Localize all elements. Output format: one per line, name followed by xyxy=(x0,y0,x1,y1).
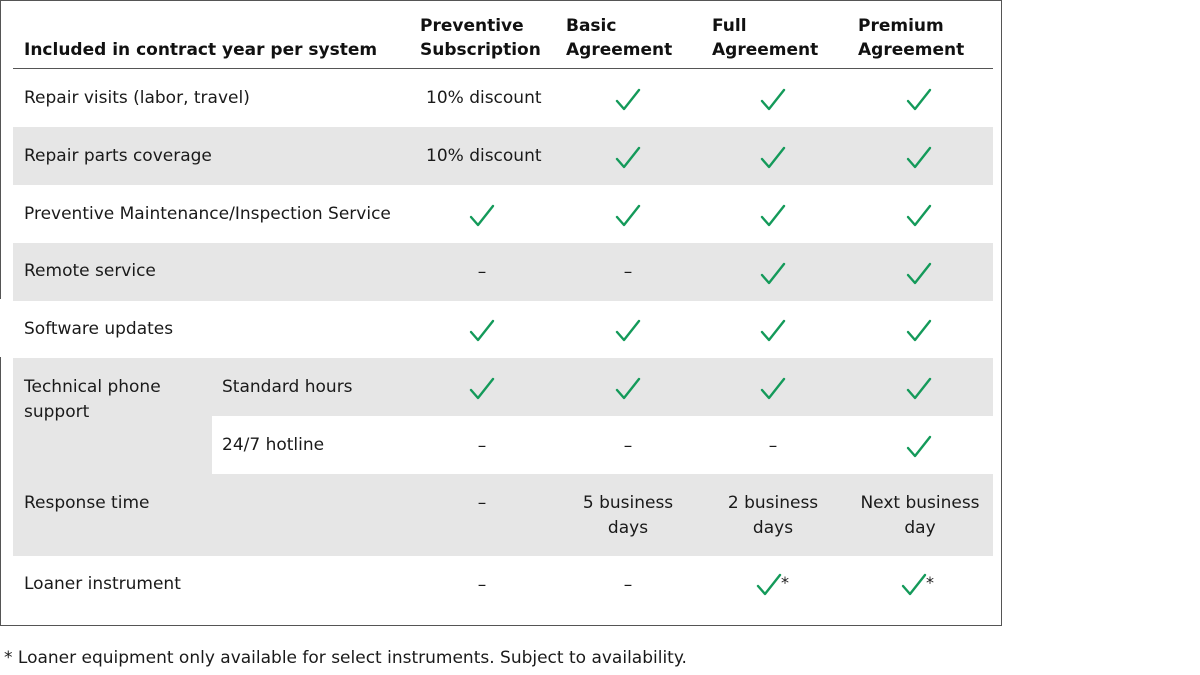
header-line: Subscription xyxy=(420,40,541,60)
checkmark-icon xyxy=(760,146,786,170)
cell-hotline-full: – xyxy=(768,436,778,456)
column-header-preventive xyxy=(420,14,541,62)
checkmark-icon xyxy=(615,319,641,343)
value-line: days xyxy=(607,518,649,538)
checkmark-icon xyxy=(760,377,786,401)
header-line: Agreement xyxy=(858,40,965,60)
checkmark-icon xyxy=(906,262,932,286)
column-header-feature: Included in contract year per system xyxy=(24,40,378,60)
footnote: * Loaner equipment only available for select instruments. Subject to availability. xyxy=(4,648,687,668)
header-line: Full xyxy=(712,16,747,36)
checkmark-icon xyxy=(760,262,786,286)
row-label-repair-parts: Repair parts coverage xyxy=(24,146,212,166)
value-line: 2 business xyxy=(727,493,819,513)
checkmark-icon xyxy=(615,377,641,401)
cell-response-full xyxy=(713,491,833,541)
cell-response-basic xyxy=(568,491,688,541)
cell-remote-basic: – xyxy=(623,262,633,282)
header-line: Agreement xyxy=(712,40,819,60)
row-label-response-time: Response time xyxy=(24,493,150,513)
label-line: Technical phone xyxy=(24,377,161,397)
checkmark-icon xyxy=(906,435,932,459)
cell-response-preventive: – xyxy=(477,493,487,513)
value-line: 5 business xyxy=(582,493,674,513)
value-line: Next business xyxy=(860,493,980,513)
checkmark-icon xyxy=(615,204,641,228)
sub-row-white xyxy=(212,416,993,474)
cell-hotline-preventive: – xyxy=(477,436,487,456)
asterisk-mark: * xyxy=(926,573,934,592)
row-label-software-updates: Software updates xyxy=(24,319,174,339)
cell-loaner-basic: – xyxy=(623,575,633,595)
header-line: Agreement xyxy=(566,40,673,60)
checkmark-icon xyxy=(906,146,932,170)
row-label-preventive-maintenance: Preventive Maintenance/Inspection Service xyxy=(24,204,391,224)
checkmark-icon xyxy=(760,88,786,112)
cell-loaner-preventive: – xyxy=(477,575,487,595)
checkmark-icon xyxy=(469,204,495,228)
row-label-technical-phone-support xyxy=(24,375,161,425)
sub-row-label-standard-hours: Standard hours xyxy=(222,377,353,397)
checkmark-icon xyxy=(615,146,641,170)
frame-left-border xyxy=(0,357,1,626)
row-band xyxy=(13,474,993,556)
header-divider xyxy=(13,68,993,69)
header-line: Premium xyxy=(858,16,944,36)
cell-remote-preventive: – xyxy=(477,262,487,282)
column-header-premium xyxy=(858,14,964,62)
checkmark-icon xyxy=(901,573,927,597)
row-label-loaner-instrument: Loaner instrument xyxy=(24,574,181,594)
asterisk-mark: * xyxy=(781,573,789,592)
header-line: Preventive xyxy=(420,16,524,36)
frame-left-border xyxy=(0,0,1,299)
checkmark-icon xyxy=(469,377,495,401)
value-line: days xyxy=(752,518,794,538)
header-line: Basic xyxy=(566,16,617,36)
row-label-remote-service: Remote service xyxy=(24,261,156,281)
checkmark-icon xyxy=(760,204,786,228)
checkmark-icon xyxy=(906,319,932,343)
row-label-repair-visits: Repair visits (labor, travel) xyxy=(24,88,250,108)
sub-row-label-hotline: 24/7 hotline xyxy=(222,435,325,455)
checkmark-icon xyxy=(469,319,495,343)
label-line: support xyxy=(24,402,90,422)
checkmark-icon xyxy=(906,204,932,228)
cell-repair-parts-preventive: 10% discount xyxy=(426,146,542,166)
cell-hotline-basic: – xyxy=(623,436,633,456)
checkmark-icon xyxy=(760,319,786,343)
cell-repair-visits-preventive: 10% discount xyxy=(426,88,542,108)
value-line: day xyxy=(904,518,936,538)
column-header-basic xyxy=(566,14,672,62)
checkmark-icon xyxy=(615,88,641,112)
checkmark-icon xyxy=(756,573,782,597)
row-band xyxy=(13,243,993,301)
checkmark-icon xyxy=(906,377,932,401)
cell-response-premium xyxy=(850,491,990,541)
checkmark-icon xyxy=(906,88,932,112)
column-header-full xyxy=(712,14,818,62)
